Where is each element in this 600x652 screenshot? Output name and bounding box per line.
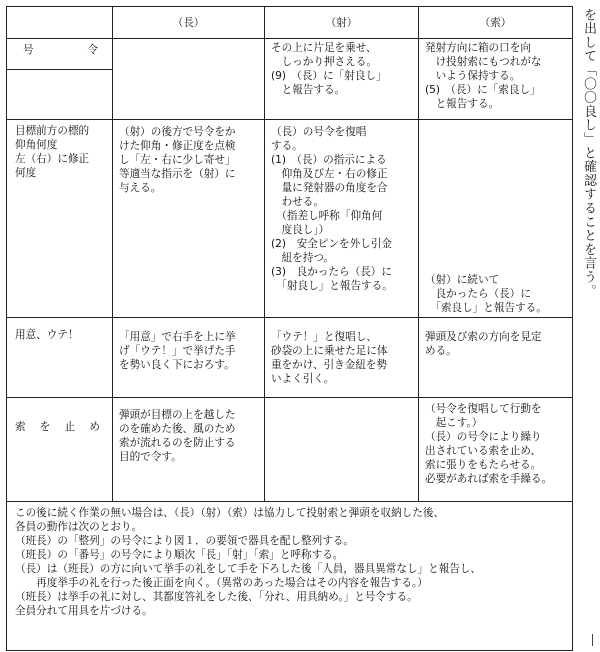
- footer-line: この後に続く作業の無い場合は、（長）（射）（索）は協力して投射索と弾頭を収納した後、 各員の動作は次のとおり。: [15, 507, 445, 533]
- footer-line: （班長）の「整列」の号令により図１．の要領で器具を配し整列する。: [15, 535, 354, 547]
- header-cho: （長）: [113, 7, 265, 39]
- footer-line: （班長）は挙手の礼に対し、其都度答礼をした後、「分れ、用具納め。」と号令する。: [15, 591, 418, 603]
- row-yoi-saku: 弾頭及び索の方向を見定 める。: [419, 318, 573, 398]
- row-mokuhyo: [7, 120, 573, 318]
- row-yoi-sha: 「ウテ！」と復唱し、 砂袋の上に乗せた足に体 重をかけ、引き金紐を勢 いよく引く。: [265, 318, 419, 398]
- row-gorei-top: [7, 39, 573, 70]
- row-yoi-cho: 「用意」で右手を上に挙 げ「ウテ！」で挙げた手 を勢い良く下におろす。: [113, 318, 265, 398]
- row-label-mokuhyo: 目標前方の標的 仰角何度 左（右）に修正 何度: [7, 120, 113, 318]
- procedure-table: [6, 6, 573, 651]
- header-row: [7, 7, 573, 39]
- row-yoi: [7, 318, 573, 398]
- row-mokuhyo-sha: （長）の号令を復唱 する。 (1) （長）の指示による 仰角及び左・右の修正 量に発射器の角度を合 わせる。 （指差し呼称「仰角何 度良し」） (2) 安全ピンを外し引金 紐を持つ。 (3) 良かったら（長）に 「射良し」と報告する。: [265, 120, 419, 318]
- row-label-gorei-blank: [7, 70, 113, 120]
- row-label-yoi: 用意、ウテ！: [7, 318, 113, 398]
- row-mokuhyo-saku-cell: [419, 120, 573, 318]
- header-saku: （索）: [419, 7, 573, 39]
- row-label-gorei: [7, 39, 113, 70]
- row-mokuhyo-cho: （射）の後方で号令をか けた仰角・修正度を点検 し「左・右に少し寄せ」 等適当な指示を（射）に 与える。: [113, 120, 265, 318]
- row-saku-tome-saku: （号令を復唱して行動を 起こす。） （長）の号令により繰り 出されている索を止め、 索に張りをもたらせる。 必要があれば索を手繰る。: [419, 398, 573, 502]
- footer-row: [7, 502, 573, 651]
- margin-mark: [592, 634, 593, 646]
- row-saku-tome-sha: [265, 398, 419, 502]
- row-gorei-sha: その上に片足を乗せ、 しっかり押さえる。 (9) （長）に「射良し」 と報告する。: [265, 39, 419, 120]
- row-mokuhyo-saku: （射）に続いて 良かったら（長）に 「索良し」と報告する。: [425, 274, 547, 314]
- row-label-saku-tome-text: 索 を 止 め: [15, 421, 100, 433]
- footer-notes: [7, 502, 573, 651]
- footer-line: 全員分れて用具を片づける。: [15, 605, 153, 617]
- row-saku-tome: [7, 398, 573, 502]
- row-gorei-saku: 発射方向に箱の口を向 け投射索にもつれがな いよう保持する。 (5) （長）に「索良し」 と報告する。: [419, 39, 573, 120]
- row-saku-tome-cho: 弾頭が目標の上を越した のを確めた後、風のため 索が流れるのを防止する 目的で令す。: [113, 398, 265, 502]
- row-label-saku-tome: [7, 398, 113, 502]
- header-blank-cell: [7, 7, 113, 39]
- header-sha: （射）: [265, 7, 419, 39]
- footer-line: （班長）の「番号」の号令により順次「長」「射」「索」と呼称する。: [15, 549, 344, 561]
- row-label-gorei-text: 号 令: [23, 44, 98, 56]
- row-gorei-cho: [113, 39, 265, 120]
- footer-line: （長）は（班長）の方に向いて挙手の礼をして手を下ろした後「人員，器具異常なし」と報告し、 再度挙手の礼を行った後正面を向く。（異常のあった場合はその内容を報告する。）: [15, 563, 482, 589]
- side-note-vertical-text: を出して「〇〇良し」と確認することを言う。: [581, 8, 596, 298]
